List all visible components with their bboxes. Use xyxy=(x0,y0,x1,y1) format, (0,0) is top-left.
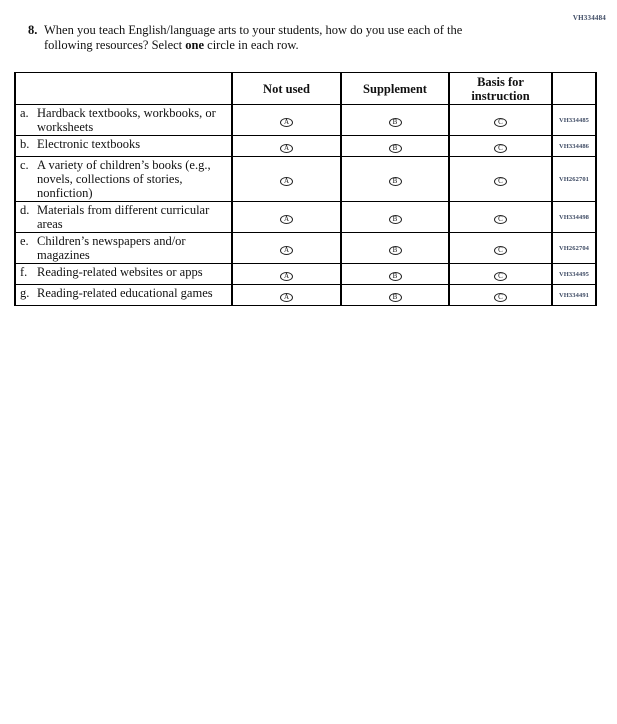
oval-letter: B xyxy=(392,118,398,126)
oval-letter: A xyxy=(283,118,290,126)
row-letter: g. xyxy=(20,286,30,300)
oval-letter: A xyxy=(283,177,290,185)
response-oval-supplement[interactable] xyxy=(389,177,402,186)
table-row xyxy=(15,105,596,136)
row-code: VH262701 xyxy=(552,157,596,202)
response-oval-basis-for-instruction[interactable] xyxy=(494,177,507,186)
question-block xyxy=(28,23,462,53)
response-oval-not-used[interactable] xyxy=(280,118,293,127)
response-oval-basis-for-instruction[interactable] xyxy=(494,215,507,224)
row-letter: a. xyxy=(20,106,29,120)
oval-letter: A xyxy=(283,246,290,254)
col-header-not-used: Not used xyxy=(232,73,341,105)
oval-letter: C xyxy=(498,293,503,301)
question-bold-word: one xyxy=(185,38,205,52)
question-line1: When you teach English/language arts to your students, how do you use each of the xyxy=(44,23,463,37)
row-text: Children’s newspapers and/or magazines xyxy=(37,234,186,262)
response-oval-supplement[interactable] xyxy=(389,215,402,224)
row-text: Reading-related websites or apps xyxy=(37,265,203,279)
table-row xyxy=(15,202,596,233)
row-code: VH262704 xyxy=(552,233,596,264)
response-oval-supplement[interactable] xyxy=(389,118,402,127)
table-row xyxy=(15,136,596,157)
row-label xyxy=(20,265,227,279)
oval-letter: A xyxy=(283,215,290,223)
oval-letter: C xyxy=(498,177,503,185)
row-letter: b. xyxy=(20,137,30,151)
table-row xyxy=(15,157,596,202)
col-header-resource xyxy=(15,73,232,105)
col-header-code xyxy=(552,73,596,105)
oval-letter: B xyxy=(392,215,398,223)
row-text: A variety of children’s books (e.g., novels, collections of stories, nonfiction) xyxy=(37,158,211,200)
oval-letter: B xyxy=(392,246,398,254)
row-code: VH334485 xyxy=(552,105,596,136)
row-letter: e. xyxy=(20,234,29,248)
table-row xyxy=(15,285,596,306)
oval-letter: C xyxy=(498,246,503,254)
row-label xyxy=(20,158,227,200)
response-oval-not-used[interactable] xyxy=(280,293,293,302)
row-label xyxy=(20,286,227,300)
oval-letter: C xyxy=(498,144,503,152)
response-oval-basis-for-instruction[interactable] xyxy=(494,144,507,153)
response-oval-not-used[interactable] xyxy=(280,246,293,255)
item-code: VH334484 xyxy=(572,14,606,22)
row-label xyxy=(20,234,227,262)
response-oval-supplement[interactable] xyxy=(389,272,402,281)
oval-letter: A xyxy=(283,144,290,152)
response-oval-supplement[interactable] xyxy=(389,246,402,255)
response-oval-basis-for-instruction[interactable] xyxy=(494,272,507,281)
resource-usage-table xyxy=(14,72,597,306)
row-letter: c. xyxy=(20,158,29,172)
response-oval-basis-for-instruction[interactable] xyxy=(494,246,507,255)
row-letter: d. xyxy=(20,203,30,217)
question-text xyxy=(44,23,462,53)
response-oval-basis-for-instruction[interactable] xyxy=(494,293,507,302)
row-code: VH334486 xyxy=(552,136,596,157)
header-row xyxy=(15,73,596,105)
oval-letter: C xyxy=(498,272,503,280)
table-row xyxy=(15,233,596,264)
row-code: VH334495 xyxy=(552,264,596,285)
oval-letter: B xyxy=(392,272,398,280)
row-text: Electronic textbooks xyxy=(37,137,141,151)
question-line2-end: circle in each row. xyxy=(204,38,299,52)
response-oval-not-used[interactable] xyxy=(280,144,293,153)
col-header-basis-for-instruction: Basis for instruction xyxy=(449,73,552,105)
oval-letter: B xyxy=(392,293,398,301)
oval-letter: B xyxy=(392,177,398,185)
response-oval-not-used[interactable] xyxy=(280,215,293,224)
response-oval-basis-for-instruction[interactable] xyxy=(494,118,507,127)
row-letter: f. xyxy=(20,265,28,279)
oval-letter: A xyxy=(283,293,290,301)
oval-letter: A xyxy=(283,272,290,280)
resource-table-body xyxy=(15,105,596,306)
response-oval-not-used[interactable] xyxy=(280,177,293,186)
row-label xyxy=(20,137,227,151)
row-code: VH334491 xyxy=(552,285,596,306)
resource-table-container xyxy=(14,72,597,306)
question-number: 8. xyxy=(28,23,38,37)
row-text: Materials from different curricular areas xyxy=(37,203,210,231)
response-oval-supplement[interactable] xyxy=(389,293,402,302)
row-text: Reading-related educational games xyxy=(37,286,213,300)
oval-letter: C xyxy=(498,215,503,223)
question-line2-start: following resources? Select xyxy=(44,38,186,52)
response-oval-not-used[interactable] xyxy=(280,272,293,281)
table-row xyxy=(15,264,596,285)
response-oval-supplement[interactable] xyxy=(389,144,402,153)
row-label xyxy=(20,106,227,134)
row-text: Hardback textbooks, workbooks, or worksheets xyxy=(37,106,216,134)
col-header-supplement: Supplement xyxy=(341,73,449,105)
row-code: VH334498 xyxy=(552,202,596,233)
oval-letter: C xyxy=(498,118,503,126)
oval-letter: B xyxy=(392,144,398,152)
row-label xyxy=(20,203,227,231)
